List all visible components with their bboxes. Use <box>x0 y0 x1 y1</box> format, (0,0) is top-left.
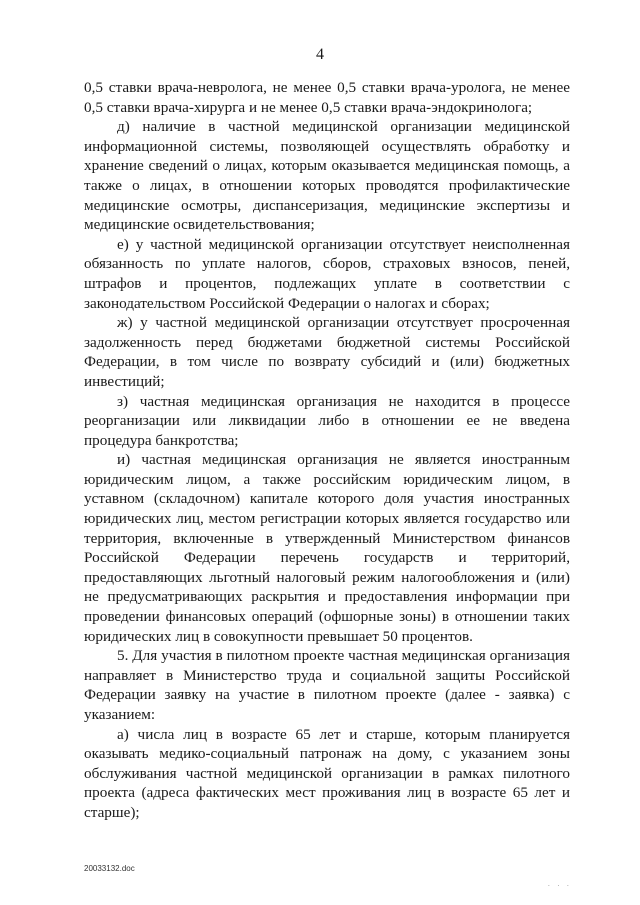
file-code: 20033132.doc <box>84 864 135 873</box>
corner-mark: . . . <box>548 880 572 888</box>
paragraph-item-z: з) частная медицинская организация не находится в процессе реорганизации или ликвидации либо в отношении ее не введена процедура банкротства; <box>84 392 570 449</box>
paragraph-item-zh: ж) у частной медицинской организации отсутствует просроченная задолженность перед бюджетами бюджетной системы Российской Федерации, в том числе по возврату субсидий и (или) бюджетных инвестиций; <box>84 314 570 390</box>
paragraph-item-e: е) у частной медицинской организации отсутствует неисполненная обязанность по уплате налогов, сборов, страховых взносов, пеней, штрафов и процентов, подлежащих уплате в соответствии с законодательством Российской Федерации о налогах и сборах; <box>84 235 570 312</box>
document-body <box>84 78 570 823</box>
paragraph-section-5: 5. Для участия в пилотном проекте частная медицинская организация направляет в Министерство труда и социальной защиты Российской Федерации заявку на участие в пилотном проекте (далее - заявка) с указанием: <box>84 647 570 723</box>
paragraph-item-i: и) частная медицинская организация не является иностранным юридическим лицом, а также российским юридическим лицом, в уставном (складочном) капитале которого доля участия иностранных юридических лиц, местом регистрации которых является государство или территория, включенные в утвержденный Министерством финансов Российской Федерации перечень государств и территорий, предоставляющих льготный налоговый режим налогообложения и (или) не предусматривающих раскрытия и предоставления информации при проведении финансовых операций (офшорные зоны) в отношении таких юридических лиц в совокупности превышает 50 процентов. <box>84 451 570 645</box>
paragraph-item-a: а) числа лиц в возрасте 65 лет и старше, которым планируется оказывать медико-социальный патронаж на дому, с указанием зоны обслуживания частной медицинской организации в рамках пилотного проекта (адреса фактических мест проживания лиц в возрасте 65 лет и старше); <box>84 725 570 821</box>
page-number: 4 <box>316 46 324 63</box>
paragraph-item-d: д) наличие в частной медицинской организации медицинской информационной системы, позволяющей осуществлять обработку и хранение сведений о лицах, которым оказывается медицинская помощь, а также о лицах, в отношении которых проводятся профилактические медицинские осмотры, диспансеризация, медицинские экспертизы и медицинские освидетельствования; <box>84 118 570 234</box>
paragraph-continuation: 0,5 ставки врача-невролога, не менее 0,5 ставки врача-уролога, не менее 0,5 ставки врача-хирурга и не менее 0,5 ставки врача-эндокринолога; <box>84 79 570 116</box>
